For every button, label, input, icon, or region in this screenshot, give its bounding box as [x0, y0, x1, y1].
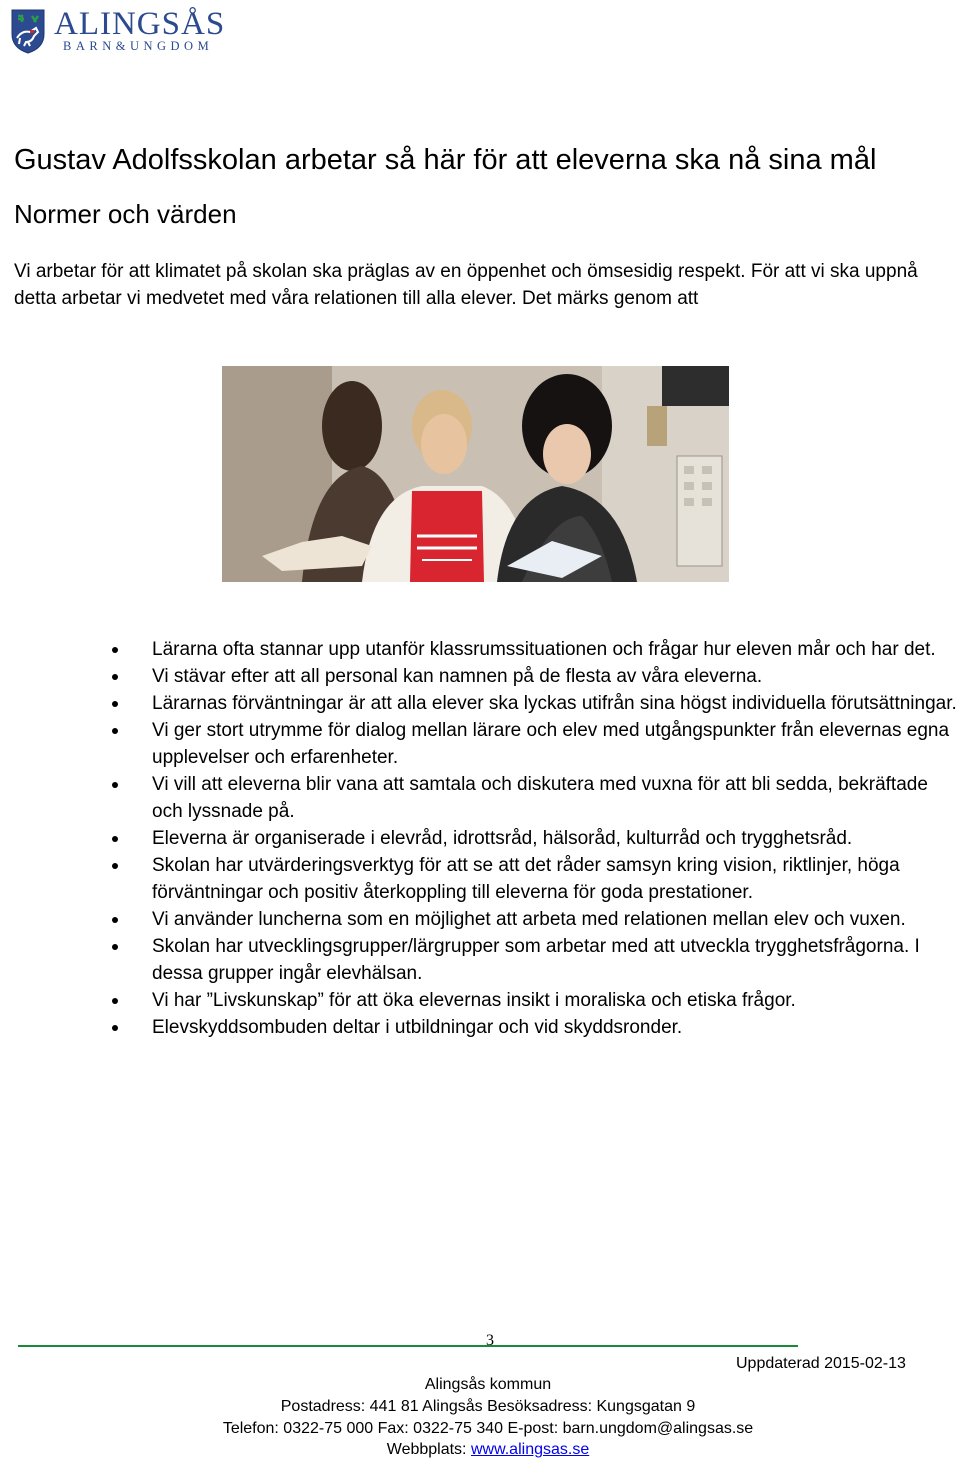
- list-item: Lärarna ofta stannar upp utanför klassrumssituationen och frågar hur eleven mår och har det.: [112, 636, 958, 663]
- list-item: Vi stävar efter att all personal kan namnen på de flesta av våra eleverna.: [112, 663, 958, 690]
- list-item: Vi ger stort utrymme för dialog mellan lärare och elev med utgångspunkter från elevernas egna upplevelser och erfarenheter.: [112, 717, 958, 771]
- bullet-icon: [112, 836, 118, 842]
- intro-paragraph: Vi arbetar för att klimatet på skolan ska präglas av en öppenhet och ömsesidig respekt. För att vi ska uppnå detta arbetar vi medvetet med våra relationen till alla elever. Det märks genom att: [14, 261, 918, 309]
- section-heading: Normer och värden: [14, 199, 237, 229]
- bullet-icon: [112, 701, 118, 707]
- list-item: Lärarnas förväntningar är att alla elever ska lyckas utifrån sina högst individuella förutsättningar.: [112, 690, 958, 717]
- logo-wordmark: ALINGSÅS: [54, 6, 226, 42]
- list-item: Skolan har utvärderingsverktyg för att se att det råder samsyn kring vision, riktlinjer, höga förväntningar och positiv återkoppling till eleverna för goda prestationer.: [112, 852, 958, 906]
- bullet-icon: [112, 647, 118, 653]
- list-item: Vi använder luncherna som en möjlighet att arbeta med relationen mellan elev och vuxen.: [112, 906, 958, 933]
- footer-org: Alingsås kommun: [424, 1376, 552, 1393]
- footer-website: [0, 1440, 960, 1460]
- list-item: Eleverna är organiserade i elevråd, idrottsråd, hälsoråd, kulturråd och trygghetsråd.: [112, 825, 958, 852]
- footer-address: Postadress: 441 81 Alingsås Besöksadress: Kungsgatan 9: [280, 1398, 696, 1415]
- bullet-icon: [112, 674, 118, 680]
- list-item: Skolan har utvecklingsgrupper/lärgrupper som arbetar med att utveckla trygghetsfrågorna. I dessa grupper ingår elevhälsan.: [112, 933, 958, 987]
- logo: [10, 6, 240, 56]
- school-staff-photo: [222, 366, 729, 582]
- bullet-icon: [112, 944, 118, 950]
- list-item: Elevskyddsombuden deltar i utbildningar och vid skyddsronder.: [112, 1014, 958, 1041]
- bullet-icon: [112, 782, 118, 788]
- updated-date: Uppdaterad 2015-02-13: [736, 1355, 906, 1372]
- website-link[interactable]: www.alingsas.se: [470, 1441, 590, 1458]
- page-title: Gustav Adolfsskolan arbetar så här för att eleverna ska nå sina mål: [14, 144, 877, 176]
- list-item: Vi har ”Livskunskap” för att öka elevernas insikt i moraliska och etiska frågor.: [112, 987, 958, 1014]
- logo-subtitle: BARN&UNGDOM: [63, 39, 214, 53]
- bullet-icon: [112, 917, 118, 923]
- bullet-icon: [112, 998, 118, 1004]
- website-label: Webbplats:: [386, 1441, 471, 1458]
- footer-contact: Telefon: 0322-75 000 Fax: 0322-75 340 E-post: barn.ungdom@alingsas.se: [222, 1420, 754, 1437]
- page-number: 3: [486, 1332, 494, 1349]
- coat-of-arms-icon: [10, 8, 46, 54]
- bullet-icon: [112, 728, 118, 734]
- bullet-list: [112, 636, 958, 1041]
- bullet-icon: [112, 863, 118, 869]
- list-item: Vi vill att eleverna blir vana att samtala och diskutera med vuxna för att bli sedda, bekräftade och lyssnade på.: [112, 771, 958, 825]
- bullet-icon: [112, 1025, 118, 1031]
